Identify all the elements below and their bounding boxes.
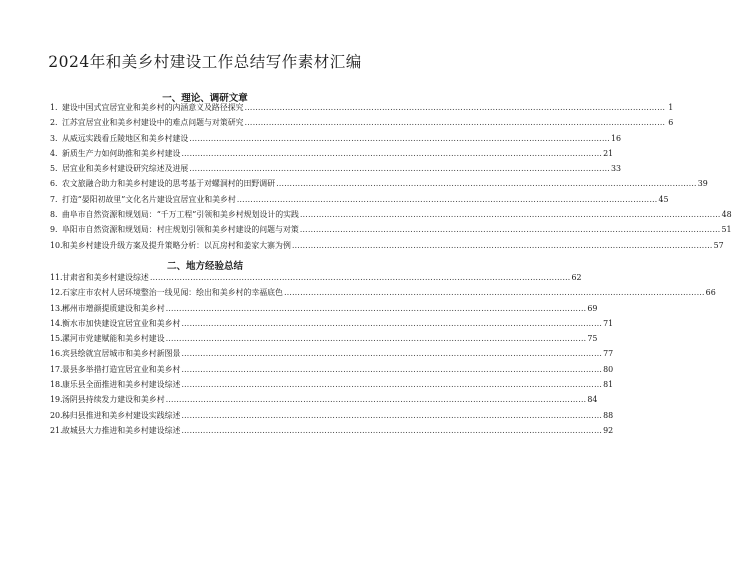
toc-entry-page-number: 75 xyxy=(587,334,598,344)
toc-entry-page-number: 77 xyxy=(603,349,614,359)
toc-entry[interactable] xyxy=(50,318,614,333)
toc-entry-title: 新质生产力如何助推和美乡村建设 xyxy=(62,148,181,158)
toc-entry-title: 曲阜市自然资源和规划局：“千万工程”引领和美乡村规划设计的实践 xyxy=(62,210,299,220)
toc-entry-title: 宾县绘就宜居城市和美乡村新图景 xyxy=(62,349,181,359)
toc-entry[interactable] xyxy=(50,348,614,363)
toc-entry[interactable] xyxy=(50,209,732,224)
toc-entry-title: 汤阴县持续发力建设和美乡村 xyxy=(62,395,165,405)
toc-entry-page-number: 51 xyxy=(721,225,732,235)
toc-dot-leader xyxy=(180,411,603,420)
section-heading-theory: 一、理论、调研文章 xyxy=(162,93,248,104)
toc-entry-title: 石家庄市农村人居环境整治一线见闻：绘出和美乡村的幸福底色 xyxy=(62,288,283,298)
toc-dot-leader xyxy=(180,365,603,374)
toc-entry-title: 甘肃省和美乡村建设综述 xyxy=(62,273,149,282)
toc-dot-leader xyxy=(283,288,706,297)
toc-entry-number: 8. xyxy=(50,210,58,220)
toc-dot-leader xyxy=(165,334,588,343)
toc-entry-page-number: 6 xyxy=(668,118,674,128)
toc-section-local-experience xyxy=(50,272,716,440)
toc-entry-page-number: 21 xyxy=(603,148,614,158)
toc-entry-number: 5. xyxy=(50,164,58,174)
toc-entry-number: 16. xyxy=(50,349,63,359)
toc-entry-page-number: 62 xyxy=(571,273,582,282)
toc-dot-leader xyxy=(275,179,698,188)
toc-dot-leader xyxy=(180,426,603,435)
toc-dot-leader xyxy=(180,380,603,389)
toc-entry-number: 2. xyxy=(50,118,58,128)
toc-entry-page-number: 57 xyxy=(713,240,724,250)
toc-entry-number: 9. xyxy=(50,225,58,235)
toc-entry-title: 江苏宜居宜业和美乡村建设中的难点问题与对策研究 xyxy=(62,118,244,128)
toc-entry-title: 阜阳市自然资源和规划局：村庄规划引领和美乡村建设的问题与对策 xyxy=(62,225,299,235)
toc-entry-number: 6. xyxy=(50,179,58,189)
toc-entry[interactable] xyxy=(50,379,614,394)
section-heading-local-experience: 二、地方经验总结 xyxy=(166,261,243,272)
toc-entry[interactable] xyxy=(50,425,614,440)
toc-entry-number: 18. xyxy=(50,380,63,390)
toc-entry-page-number: 81 xyxy=(603,380,614,390)
toc-entry-title: 漯河市党建赋能和美乡村建设 xyxy=(62,334,165,344)
toc-entry[interactable] xyxy=(50,224,732,239)
toc-entry-number: 10. xyxy=(50,240,63,250)
toc-entry-number: 7. xyxy=(50,194,58,204)
toc-entry-number: 21. xyxy=(50,425,63,435)
toc-entry[interactable] xyxy=(50,148,614,163)
toc-dot-leader xyxy=(244,103,667,112)
toc-entry-title: 郴州市增颜提质建设和美乡村 xyxy=(62,303,165,313)
toc-dot-leader xyxy=(165,304,588,313)
toc-entry-page-number: 1 xyxy=(668,103,674,112)
toc-entry-page-number: 80 xyxy=(603,364,614,374)
toc-entry[interactable] xyxy=(50,102,674,117)
toc-entry-title: 打造“晏阳初故里”文化名片建设宜居宜业和美乡村 xyxy=(62,194,236,204)
toc-entry-page-number: 69 xyxy=(587,303,598,313)
toc-entry[interactable] xyxy=(50,394,598,409)
toc-entry[interactable] xyxy=(50,333,598,348)
toc-dot-leader xyxy=(180,319,603,328)
toc-entry-page-number: 45 xyxy=(658,194,669,204)
toc-entry-number: 3. xyxy=(50,133,58,143)
toc-entry-page-number: 88 xyxy=(603,410,614,420)
toc-entry[interactable] xyxy=(50,272,582,287)
toc-dot-leader xyxy=(180,149,603,158)
toc-dot-leader xyxy=(299,225,722,234)
toc-section-theory xyxy=(50,102,732,255)
toc-entry-title: 景县多举措打造宜居宜业和美乡村 xyxy=(62,364,181,374)
toc-dot-leader xyxy=(180,349,603,358)
toc-dot-leader xyxy=(165,395,588,404)
toc-entry[interactable] xyxy=(50,133,622,148)
toc-entry[interactable] xyxy=(50,117,674,132)
toc-entry[interactable] xyxy=(50,364,614,379)
toc-entry[interactable] xyxy=(50,163,622,178)
toc-entry-number: 4. xyxy=(50,148,58,158)
toc-entry-title: 衡水市加快建设宜居宜业和美乡村 xyxy=(62,318,181,328)
toc-dot-leader xyxy=(299,210,722,219)
toc-entry-page-number: 92 xyxy=(603,425,614,435)
toc-entry-number: 15. xyxy=(50,334,63,344)
document-title: 2024年和美乡村建设工作总结写作素材汇编 xyxy=(48,53,362,71)
toc-dot-leader xyxy=(244,118,667,127)
toc-entry-page-number: 33 xyxy=(610,164,622,174)
toc-entry-page-number: 66 xyxy=(705,288,716,298)
toc-entry[interactable] xyxy=(50,303,598,318)
toc-entry[interactable] xyxy=(50,194,669,209)
toc-entry[interactable] xyxy=(50,410,614,425)
toc-entry-page-number: 48 xyxy=(721,210,732,220)
toc-entry-number: 13. xyxy=(50,303,63,313)
toc-entry-title: 从威远实践看丘陵地区和美乡村建设 xyxy=(62,133,189,143)
toc-entry[interactable] xyxy=(50,178,708,193)
toc-dot-leader xyxy=(188,134,611,143)
toc-entry-page-number: 71 xyxy=(603,318,614,328)
toc-entry-page-number: 84 xyxy=(587,395,598,405)
toc-entry-number: 17. xyxy=(50,364,63,374)
toc-entry[interactable] xyxy=(50,240,724,255)
toc-entry-title: 康乐县全面推进和美乡村建设综述 xyxy=(62,380,181,390)
toc-entry-title: 故城县大力推进和美乡村建设综述 xyxy=(62,425,181,435)
toc-entry-number: 1. xyxy=(50,103,58,112)
toc-dot-leader xyxy=(291,241,714,250)
toc-entry-title: 居宜业和美乡村建设研究综述及进展 xyxy=(62,164,189,174)
toc-entry-page-number: 16 xyxy=(610,133,622,143)
toc-entry-title: 农文旅融合助力和美乡村建设的思考基于对螺洞村的田野调研 xyxy=(62,179,276,189)
toc-dot-leader xyxy=(236,195,659,204)
toc-entry[interactable] xyxy=(50,287,716,302)
toc-entry-title: 秭归县推进和美乡村建设实践综述 xyxy=(62,410,181,420)
toc-entry-number: 12. xyxy=(50,288,63,298)
toc-dot-leader xyxy=(149,273,572,282)
toc-entry-title: 建设中国式宜居宜业和美乡村的内涵意义及路径探究 xyxy=(62,103,244,112)
toc-dot-leader xyxy=(188,164,611,173)
toc-entry-number: 20. xyxy=(50,410,63,420)
toc-entry-title: 和美乡村建设升级方案及提升策略分析：以瓦房村和姜家大寨为例 xyxy=(62,240,291,250)
toc-entry-number: 19. xyxy=(50,395,63,405)
toc-entry-number: 14. xyxy=(50,318,63,328)
toc-entry-page-number: 39 xyxy=(697,179,708,189)
toc-entry-number: 11. xyxy=(50,273,63,282)
